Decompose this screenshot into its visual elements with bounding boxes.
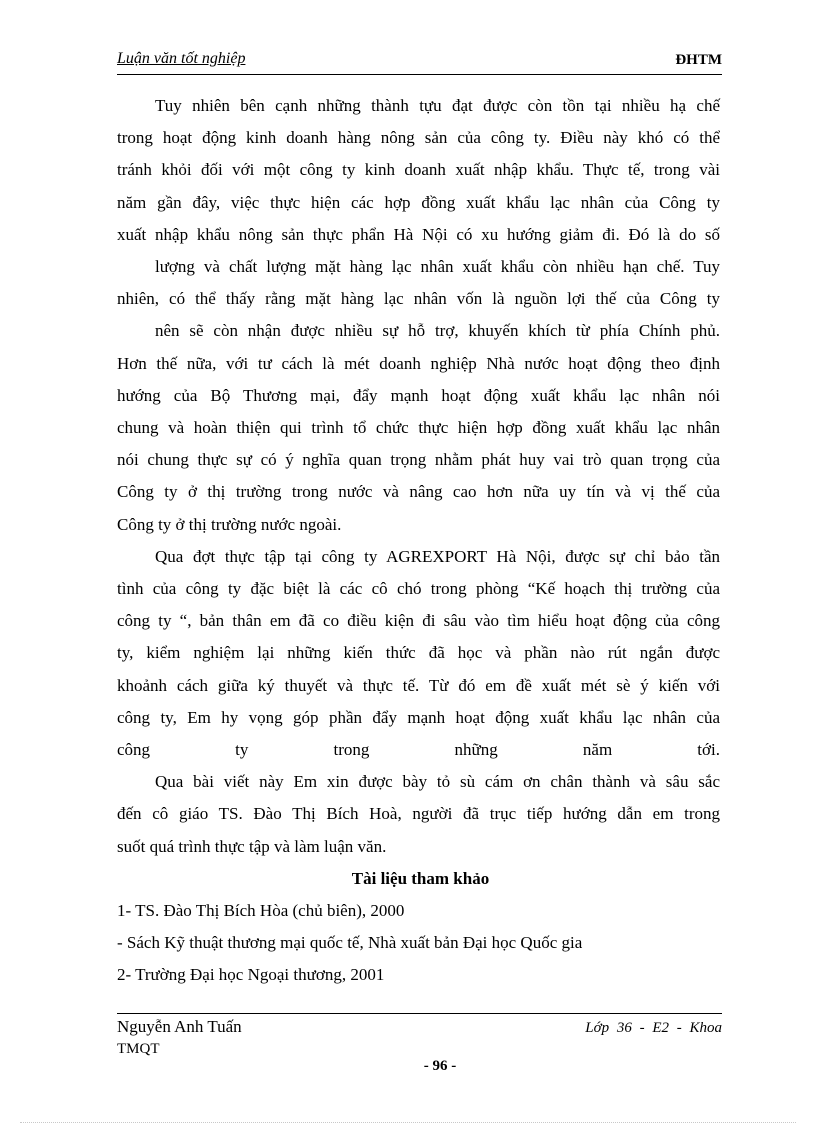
header-title: Luận văn tốt nghiệp (117, 50, 246, 67)
text-line: công ty “, bản thân em đã co điều kiện đi sâu vào tìm hiểu hoạt động của công (117, 611, 720, 631)
reference-item: 2- Trường Đại học Ngoại thương, 2001 (117, 965, 385, 985)
class-info: Lớp 36 - E2 - Khoa (585, 1020, 722, 1036)
paragraph-2 (117, 541, 720, 766)
text-line: Qua bài viết này Em xin được bày tỏ sù cám ơn chân thành và sâu sắc (155, 772, 720, 792)
text-line: đến cô giáo TS. Đào Thị Bích Hoà, người đã trục tiếp hướng dẫn em trong (117, 804, 720, 824)
reference-item: - Sách Kỹ thuật thương mại quốc tế, Nhà xuất bản Đại học Quốc gia (117, 933, 583, 953)
text-line: công ty, Em hy vọng góp phần đẩy mạnh hoạt động xuất khẩu lạc nhân của (117, 707, 720, 727)
text-line: tránh khỏi đối với một công ty kinh doanh xuất nhập khẩu. Thực tế, trong vài (117, 160, 720, 180)
text-line: nói chung thực sự có ý nghĩa quan trọng nhằm phát huy vai trò quan trọng của (117, 450, 720, 470)
text-line: Tuy nhiên bên cạnh những thành tựu đạt được còn tồn tại nhiều hạ chế (155, 96, 720, 115)
text-line: công ty trong những năm tới. (117, 740, 720, 760)
reference-item: 1- TS. Đào Thị Bích Hòa (chủ biên), 2000 (117, 901, 405, 921)
department: TMQT (117, 1041, 160, 1057)
text-line: Công ty ở thị trường trong nước và nâng cao hơn nữa uy tín và vị thế của (117, 482, 720, 502)
text-line: nhiên, có thể thấy rằng mặt hàng lạc nhân vốn là nguồn lợi thế của Công ty (117, 289, 720, 309)
header-institution: ĐHTM (675, 52, 722, 68)
page-footer (117, 1013, 722, 1057)
text-line: tình của công ty đặc biệt là các cô chó trong phòng “Kế hoạch thị trường của (117, 579, 720, 599)
text-line: nên sẽ còn nhận được nhiều sự hỗ trợ, khuyến khích từ phía Chính phủ. (155, 321, 720, 341)
references-heading: Tài liệu tham khảo (351, 868, 490, 888)
text-line: chung và hoàn thiện qui trình tổ chức thực hiện hợp đồng xuất khẩu lạc nhân (117, 418, 720, 438)
text-line: Qua đợt thực tập tại công ty AGREXPORT Hà Nội, được sự chỉ bảo tần (155, 546, 720, 566)
page-header (117, 50, 722, 75)
paragraph-3 (117, 766, 720, 863)
author-name: Nguyễn Anh Tuấn (117, 1017, 242, 1036)
text-line: năm gần đây, việc thực hiện các hợp đồng xuất khẩu lạc nhân của Công ty (117, 192, 720, 212)
main-content (117, 90, 720, 992)
text-line: Công ty ở thị trường nước ngoài. (117, 514, 342, 534)
paragraph-1 (117, 90, 720, 541)
page-number: - 96 - (423, 1058, 457, 1074)
text-line: suốt quá trình thực tập và làm luận văn. (117, 836, 387, 856)
text-line: ty, kiểm nghiệm lại những kiến thức đã học và phần nào rút ngắn được (117, 643, 720, 663)
text-line: xuất nhập khẩu nông sản thực phẩn Hà Nội có xu hướng giảm đi. Đó là do số (117, 224, 720, 244)
text-line: lượng và chất lượng mặt hàng lạc nhân xuất khẩu còn nhiều hạn chế. Tuy (155, 257, 720, 277)
text-line: Hơn thế nữa, với tư cách là mét doanh nghiệp Nhà nước hoạt động theo định (117, 353, 720, 373)
text-line: khoảnh cách giữa ký thuyết và thực tế. Từ đó em đề xuất mét sè ý kiến với (117, 675, 720, 695)
text-line: hướng của Bộ Thương mại, đẩy mạnh hoạt động xuất khẩu lạc nhân nói (117, 385, 720, 405)
text-line: trong hoạt động kinh doanh hàng nông sản của công ty. Điều này khó có thể (117, 128, 720, 148)
